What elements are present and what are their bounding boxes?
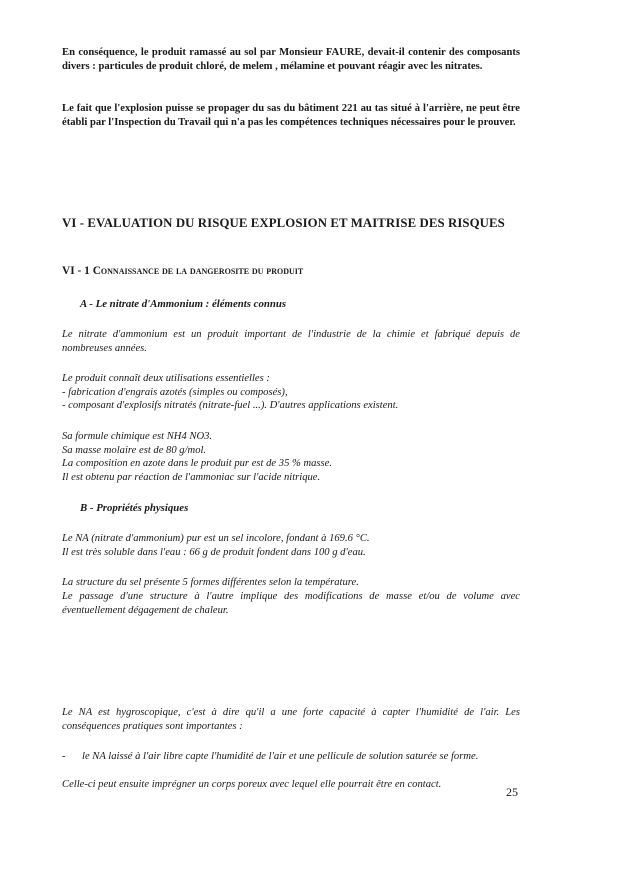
page-number: 25 <box>506 785 518 799</box>
paragraph-structure: La structure du sel présente 5 formes différentes selon la température. <box>62 577 359 588</box>
paragraph-b-lines <box>62 532 520 559</box>
paragraph-structure-change: Le passage d'une structure à l'autre implique des modifications de masse et/ou de volume avec éventuellement dégagement de chaleur. <box>62 591 520 616</box>
bullet-dash: - <box>62 751 66 762</box>
paragraph-faure: En conséquence, le produit ramassé au sol par Monsieur FAURE, devait-il contenir des composants divers : particules de produit chloré, de melem , mélamine et pouvant réagir avec les nitrates. <box>62 47 520 72</box>
paragraph-a-intro: Le nitrate d'ammonium est un produit important de l'industrie de la chimie et fabriqué depuis de nombreuses années. <box>62 329 520 354</box>
list-item: - fabrication d'engrais azotés (simples ou composés), <box>62 386 288 398</box>
subheading-b: B - Propriétés physiques <box>80 502 189 514</box>
subheading-a: A - Le nitrate d'Ammonium : éléments connus <box>80 298 287 310</box>
list-item: Sa formule chimique est NH4 NO3. <box>62 431 213 442</box>
subsection-heading <box>62 264 520 278</box>
list-item: Le NA (nitrate d'ammonium) pur est un sel incolore, fondant à 169.6 °C. <box>62 533 370 544</box>
list-item: Il est obtenu par réaction de l'ammoniac sur l'acide nitrique. <box>62 471 321 483</box>
subsection-number: VI - 1 <box>62 265 90 277</box>
list-properties <box>62 430 520 484</box>
list-item: Sa masse molaire est de 80 g/mol. <box>62 444 207 456</box>
list-item: Il est très soluble dans l'eau : 66 g de produit fondent dans 100 g d'eau. <box>62 546 366 558</box>
section-title: VI - EVALUATION DU RISQUE EXPLOSION ET MAITRISE DES RISQUES <box>62 216 505 230</box>
subsection-title: Connaissance de la dangerosite du produit <box>92 265 304 277</box>
bullet-text: le NA laissé à l'air libre capte l'humidité de l'air et une pellicule de solution saturée se forme. <box>82 751 479 762</box>
paragraph-explosion-propagation: Le fait que l'explosion puisse se propager du sas du bâtiment 221 au tas situé à l'arrière, ne peut être établi par l'Inspection du Travail qui n'a pas les compétences techniques nécessaires pour le prouver. <box>62 103 520 128</box>
paragraph-porous: Celle-ci peut ensuite imprégner un corps poreux avec lequel elle pourrait être en contact. <box>62 779 442 790</box>
list-item: - composant d'explosifs nitratés (nitrate-fuel ...). D'autres applications existent. <box>62 400 399 412</box>
bullet-item <box>62 750 520 764</box>
list-item: La composition en azote dans le produit pur est de 35 % masse. <box>62 458 333 470</box>
list-uses <box>62 372 520 413</box>
paragraph-hygroscopic: Le NA est hygroscopique, c'est à dire qu'il a une forte capacité à capter l'humidité de l'air. Les conséquences pratiques sont importantes : <box>62 707 520 732</box>
list-item: Le produit connaît deux utilisations essentielles : <box>62 373 270 384</box>
